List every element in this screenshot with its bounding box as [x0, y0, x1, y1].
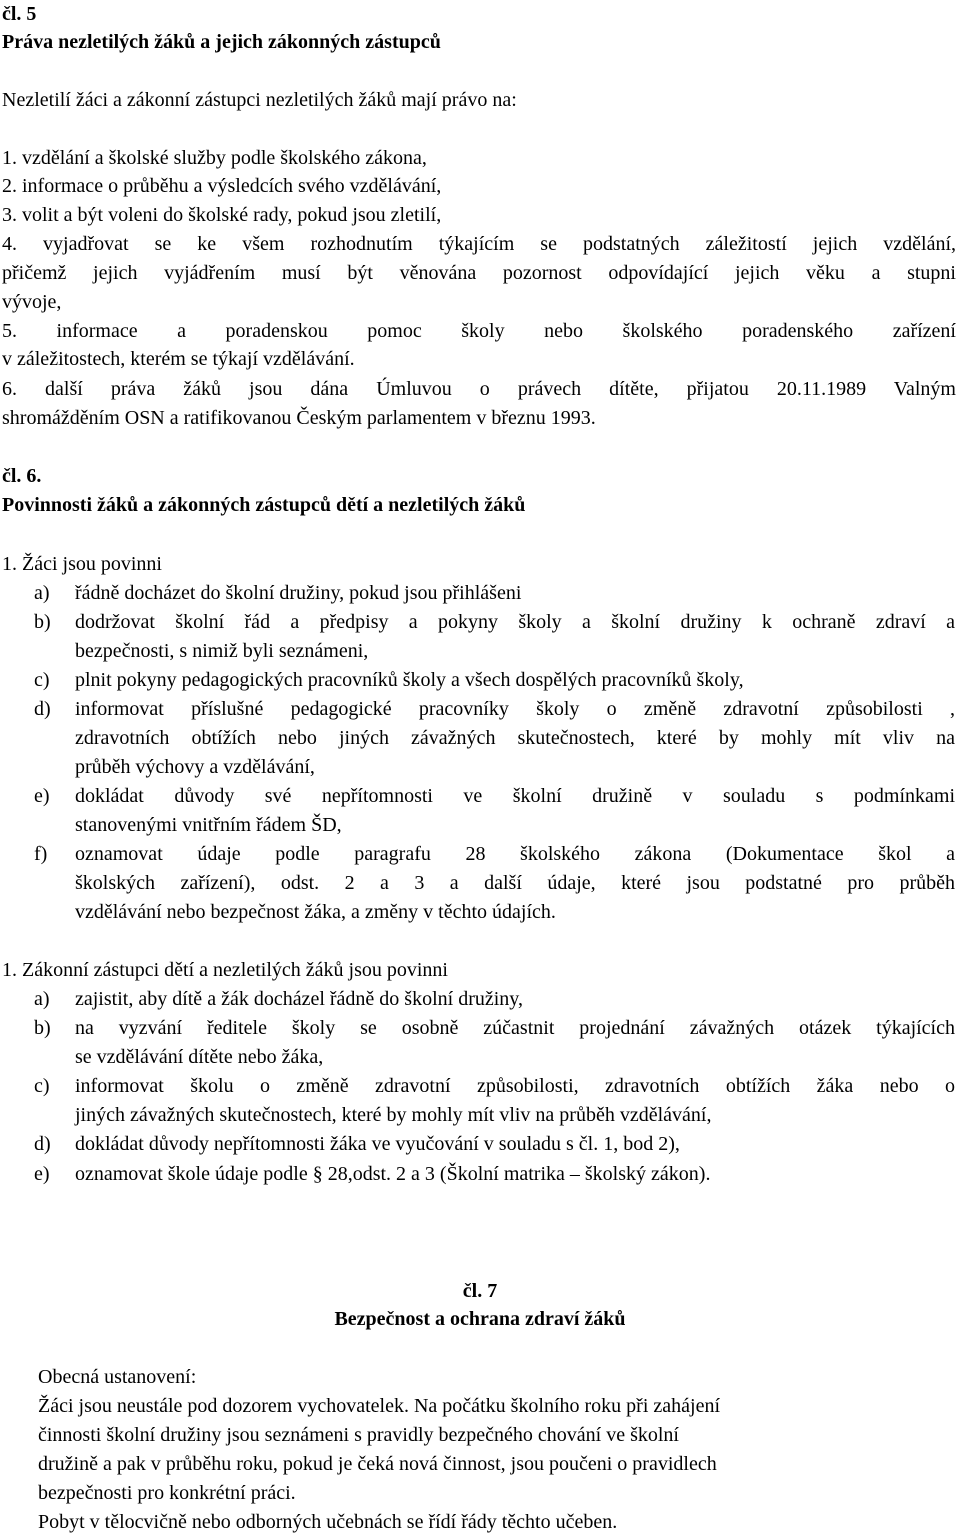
pupil-duty-e-text-cont: stanovenými vnitřním řádem ŠD,	[75, 814, 342, 836]
parent-duty-b-text: na vyzvání ředitele školy se osobně zúčastnit projednání závažných otázek týkajících	[75, 1017, 955, 1039]
parent-duty-b-text-cont: se vzdělávání dítěte nebo žáka,	[75, 1046, 324, 1068]
parents-duties-heading: 1. Zákonní zástupci dětí a nezletilých žáků jsou povinni	[2, 959, 448, 981]
parent-duty-c-label: c)	[34, 1075, 50, 1097]
safety-text-line-2: činnosti školní družiny jsou seznámeni s pravidly bezpečného chování ve školní	[38, 1424, 679, 1446]
safety-text-line-5: Pobyt v tělocvičně nebo odborných učebnách se řídí řády těchto učeben.	[38, 1511, 618, 1533]
pupil-duty-c-label: c)	[34, 669, 50, 691]
rights-item-2: 2. informace o průběhu a výsledcích svého vzdělávání,	[2, 175, 442, 197]
article-6-title: Povinnosti žáků a zákonných zástupců dětí a nezletilých žáků	[2, 494, 526, 516]
pupil-duty-f-text-end: vzdělávání nebo bezpečnost žáka, a změny v těchto údajích.	[75, 901, 556, 923]
rights-item-4-end: vývoje,	[2, 291, 62, 313]
parent-duty-a-label: a)	[34, 988, 50, 1010]
rights-item-3: 3. volit a být voleni do školské rady, pokud jsou zletilí,	[2, 204, 442, 226]
pupil-duty-d-text-cont: zdravotních obtížích nebo jiných závažných skutečnostech, které by mohly mít vliv na	[75, 727, 955, 749]
general-provisions-heading: Obecná ustanovení:	[38, 1366, 197, 1388]
pupil-duty-b-text-cont: bezpečnosti, s nimiž byli seznámeni,	[75, 640, 369, 662]
article-6-number: čl. 6.	[2, 465, 42, 487]
pupil-duty-b-label: b)	[34, 611, 51, 633]
rights-item-1: 1. vzdělání a školské služby podle školského zákona,	[2, 147, 427, 169]
parent-duty-e-text: oznamovat škole údaje podle § 28,odst. 2 a 3 (Školní matrika – školský zákon).	[75, 1163, 711, 1185]
rights-item-5-cont: v záležitostech, kterém se týkají vzdělávání.	[2, 348, 355, 370]
parent-duty-e-label: e)	[34, 1163, 50, 1185]
pupil-duty-a-text: řádně docházet do školní družiny, pokud jsou přihlášeni	[75, 582, 522, 604]
pupil-duty-e-text: dokládat důvody své nepřítomnosti ve školní družině v souladu s podmínkami	[75, 785, 955, 807]
pupils-duties-heading: 1. Žáci jsou povinni	[2, 553, 162, 575]
safety-text-line-1: Žáci jsou neustále pod dozorem vychovatelek. Na počátku školního roku při zahájení	[38, 1395, 721, 1417]
article-7-title: Bezpečnost a ochrana zdraví žáků	[334, 1308, 626, 1330]
parent-duty-c-text: informovat školu o změně zdravotní způsobilosti, zdravotních obtížích žáka nebo o	[75, 1075, 955, 1097]
article-5-number: čl. 5	[2, 3, 37, 25]
pupil-duty-d-label: d)	[34, 698, 51, 720]
rights-item-6: 6. další práva žáků jsou dána Úmluvou o právech dítěte, přijatou 20.11.1989 Valným	[2, 378, 956, 400]
safety-text-line-4: bezpečnosti pro konkrétní práci.	[38, 1482, 296, 1504]
article-5-title: Práva nezletilých žáků a jejich zákonných zástupců	[2, 31, 441, 53]
rights-item-4: 4. vyjadřovat se ke všem rozhodnutím týkajícím se podstatných záležitostí jejich vzdělání,	[2, 233, 956, 255]
safety-text-line-3: družině a pak v průběhu roku, pokud je čeká nová činnost, jsou poučeni o pravidlech	[38, 1453, 717, 1475]
parent-duty-d-text: dokládat důvody nepřítomnosti žáka ve vyučování v souladu s čl. 1, bod 2),	[75, 1133, 680, 1155]
pupil-duty-e-label: e)	[34, 785, 50, 807]
rights-item-4-cont: přičemž jejich vyjádřením musí být věnována pozornost odpovídající jejich věku a stupni	[2, 262, 956, 284]
pupil-duty-c-text: plnit pokyny pedagogických pracovníků školy a všech dospělých pracovníků školy,	[75, 669, 744, 691]
parent-duty-d-label: d)	[34, 1133, 51, 1155]
rights-item-5: 5. informace a poradenskou pomoc školy nebo školského poradenského zařízení	[2, 320, 956, 342]
rights-item-6-cont: shromážděním OSN a ratifikovanou Českým parlamentem v březnu 1993.	[2, 407, 596, 429]
pupil-duty-f-text-cont: školských zařízení), odst. 2 a 3 a další údaje, které jsou podstatné pro průběh	[75, 872, 955, 894]
pupil-duty-f-label: f)	[34, 843, 48, 865]
article-7-number: čl. 7	[462, 1280, 498, 1302]
parent-duty-a-text: zajistit, aby dítě a žák docházel řádně do školní družiny,	[75, 988, 523, 1010]
article-5-intro: Nezletilí žáci a zákonní zástupci nezletilých žáků mají právo na:	[2, 89, 517, 111]
parent-duty-c-text-cont: jiných závažných skutečnostech, které by mohly mít vliv na průběh vzdělávání,	[75, 1104, 712, 1126]
pupil-duty-f-text: oznamovat údaje podle paragrafu 28 školského zákona (Dokumentace škol a	[75, 843, 955, 865]
pupil-duty-b-text: dodržovat školní řád a předpisy a pokyny školy a školní družiny k ochraně zdraví a	[75, 611, 955, 633]
pupil-duty-a-label: a)	[34, 582, 50, 604]
pupil-duty-d-text: informovat příslušné pedagogické pracovníky školy o změně zdravotní způsobilosti ,	[75, 698, 955, 720]
parent-duty-b-label: b)	[34, 1017, 51, 1039]
pupil-duty-d-text-end: průběh výchovy a vzdělávání,	[75, 756, 315, 778]
